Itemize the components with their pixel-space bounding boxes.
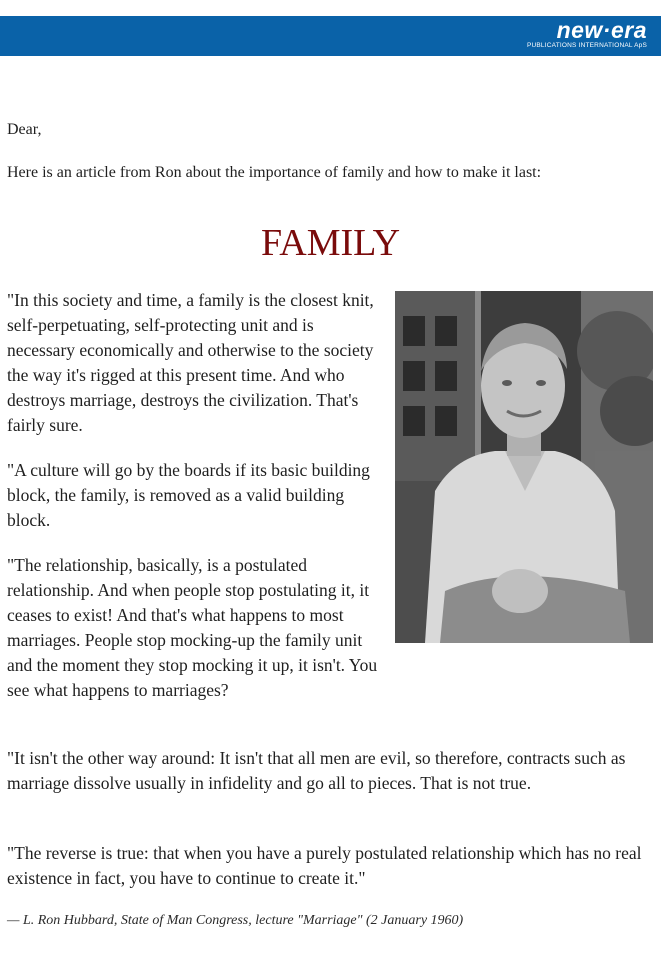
- quote-paragraph-5: "The reverse is true: that when you have a purely postulated relationship which has no real existence in fact, you have to continue to create it.": [7, 843, 642, 888]
- quote-paragraph-3: "The relationship, basically, is a postulated relationship. And when people stop postulating it, it ceases to exist! And that's what happens to most marriages. People stop mocking-up the family unit and the moment they stop mocking it up, it isn't. You see what happens to marriages?: [7, 555, 378, 700]
- author-photo: [395, 291, 653, 643]
- quote-paragraph-4: "It isn't the other way around: It isn't that all men are evil, so therefore, contracts such as marriage dissolve usually in infidelity and go all to pieces. That is not true.: [7, 748, 626, 793]
- quote-paragraph-1: "In this society and time, a family is the closest knit, self-perpetuating, self-protecting unit and is necessary economically and otherwise to the society the way it's rigged at this present time. And who destroys marriage, destroys the civilization. That's fairly sure.: [7, 290, 374, 435]
- logo-tagline: PUBLICATIONS INTERNATIONAL ApS: [526, 42, 647, 49]
- article-title: FAMILY: [260, 222, 401, 264]
- intro-text: Here is an article from Ron about the importance of family and how to make it last:: [7, 164, 542, 181]
- header-banner: [0, 16, 661, 56]
- quote-attribution: — L. Ron Hubbard, State of Man Congress, lecture "Marriage" (2 January 1960): [7, 913, 464, 928]
- quote-paragraph-2: "A culture will go by the boards if its basic building block, the family, is removed as a valid building block.: [7, 460, 370, 530]
- author-photo-illustration: [395, 291, 653, 643]
- new-era-logo[interactable]: [497, 19, 647, 53]
- greeting: Dear,: [7, 121, 42, 138]
- logo-wordmark: new·era: [556, 17, 647, 43]
